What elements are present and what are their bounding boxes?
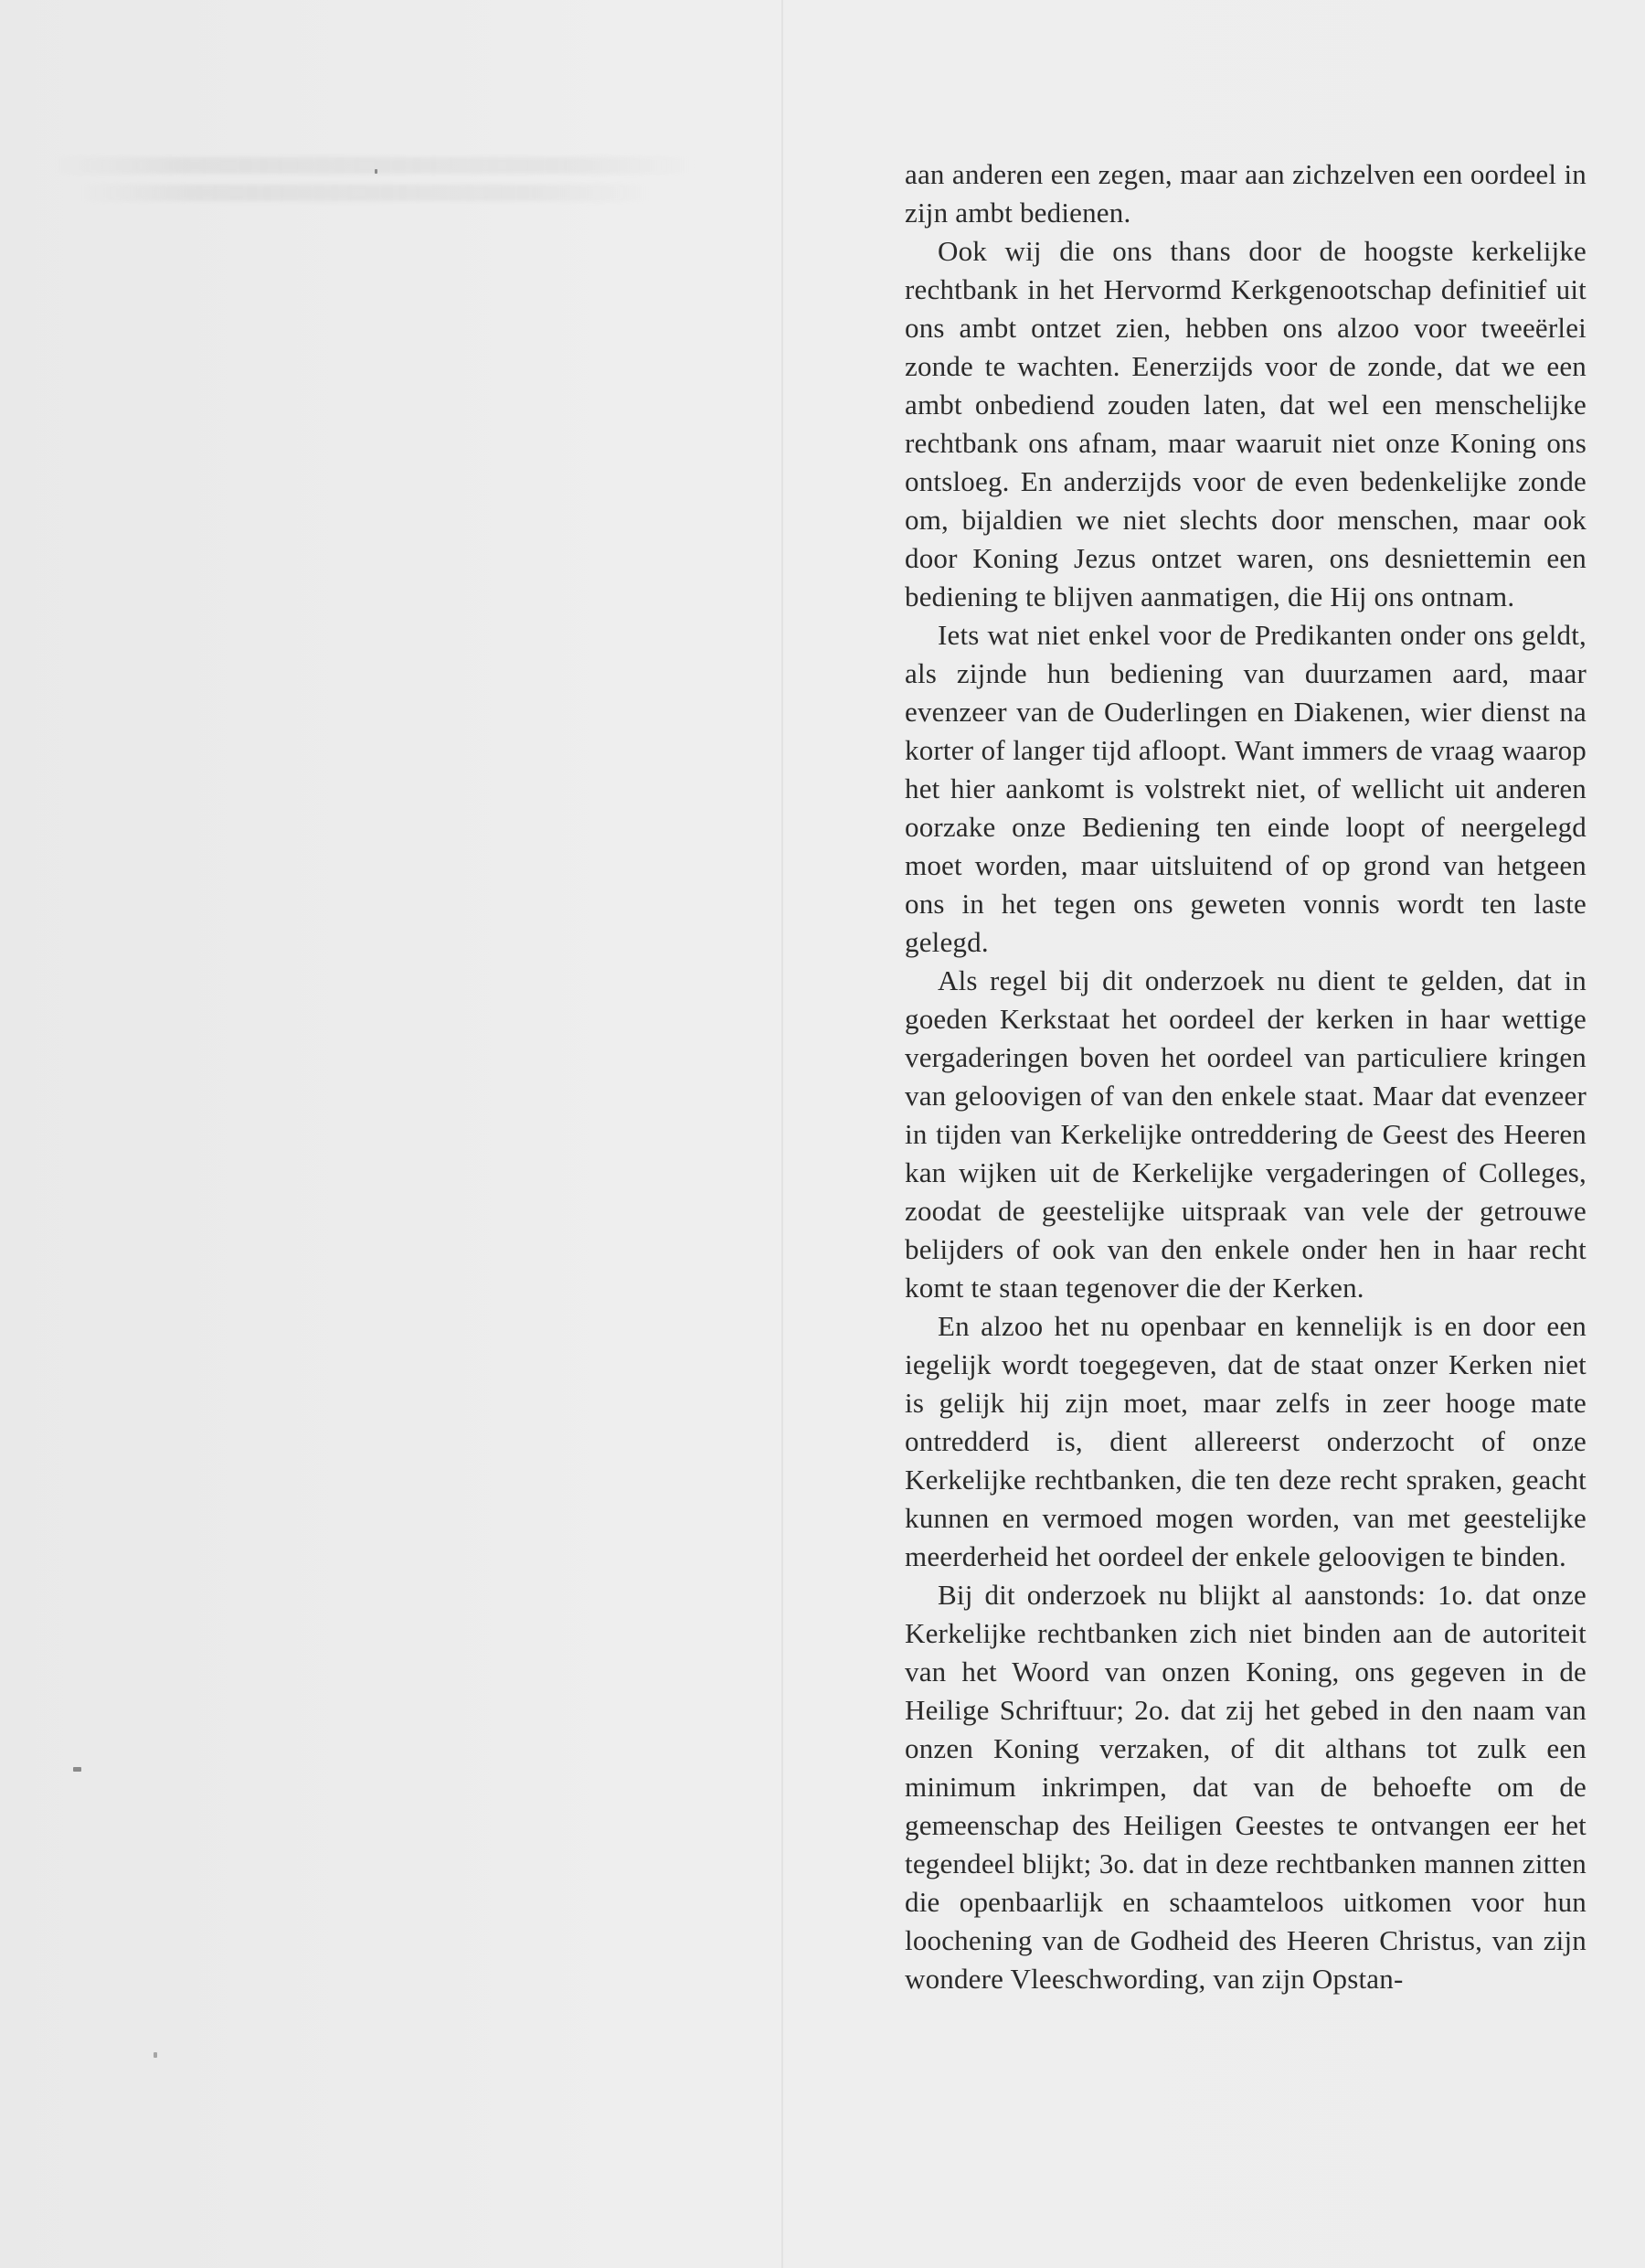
paragraph: En alzoo het nu openbaar en kennelijk is en door een iegelijk wordt toegegeven, dat de staat onzer Kerken niet is gelijk hij zijn moet, maar zelfs in zeer hooge mate ontredderd is, dient allereerst onderzocht of onze Kerkelijke rechtbanken, die ten deze recht spraken, geacht kunnen en vermoed mogen worden, van met geestelijke meerderheid het oordeel der enkele geloovigen te binden. bbox=[905, 1310, 1587, 1572]
scan-speck bbox=[154, 2052, 157, 2058]
scan-speck bbox=[73, 1767, 81, 1772]
paragraph: Iets wat niet enkel voor de Predikanten onder ons geldt, als zijnde hun bediening van duurzamen aard, maar evenzeer van de Ouderlingen en Diakenen, wier dienst na korter of langer tijd afloopt. Want immers de vraag waarop het hier aankomt is volstrekt niet, of wellicht uit anderen oorzake onze Bediening ten einde loopt of neergelegd moet worden, maar uitsluitend of op grond van hetgeen ons in het tegen ons geweten vonnis wordt ten laste gelegd. bbox=[905, 619, 1587, 958]
paragraph: aan anderen een zegen, maar aan zichzelven een oordeel in zijn ambt bedienen. bbox=[905, 158, 1587, 229]
paragraph: Ook wij die ons thans door de hoogste kerkelijke rechtbank in het Hervormd Kerkgenootschap definitief uit ons ambt ontzet zien, hebben ons alzoo voor tweeërlei zonde te wachten. Eenerzijds voor de zonde, dat we een ambt onbediend zouden laten, dat wel een menschelijke rechtbank ons afnam, maar waaruit niet onze Koning ons ontsloeg. En anderzijds voor de even bedenkelijke zonde om, bijaldien we niet slechts door menschen, maar ook door Koning Jezus ontzet waren, ons desniettemin een bediening te blijven aanmatigen, die Hij ons ontnam. bbox=[905, 235, 1587, 612]
page-fold-line bbox=[781, 0, 783, 2268]
paragraph: Bij dit onderzoek nu blijkt al aanstonds: 1o. dat onze Kerkelijke rechtbanken zich niet binden aan de autoriteit van het Woord van onzen Koning, ons gegeven in de Heilige Schriftuur; 2o. dat zij het gebed in den naam van onzen Koning verzaken, of dit althans tot zulk een minimum inkrimpen, dat van de behoefte om de gemeenschap des Heiligen Geestes te ontvangen eer het tegendeel blijkt; 3o. dat in deze rechtbanken mannen zitten die openbaarlijk en schaamteloos uitkomen voor hun loochening van de Godheid des Heeren Christus, van zijn wondere Vleeschwording, van zijn Opstan- bbox=[905, 1579, 1587, 1995]
scan-speck bbox=[375, 169, 377, 174]
bleed-through-line bbox=[82, 185, 649, 201]
paragraph: Als regel bij dit onderzoek nu dient te gelden, dat in goeden Kerkstaat het oordeel der kerken in haar wettige vergaderingen boven het oordeel van particuliere kringen van geloovigen of van den enkele staat. Maar dat evenzeer in tijden van Kerkelijke ontreddering de Geest des Heeren kan wijken uit de Kerkelijke vergaderingen of Colleges, zoodat de geestelijke uitspraak van vele der getrouwe belijders of ook van den enkele onder hen in haar recht komt te staan tegenover die der Kerken. bbox=[905, 964, 1587, 1304]
document-body-text bbox=[905, 155, 1587, 1998]
